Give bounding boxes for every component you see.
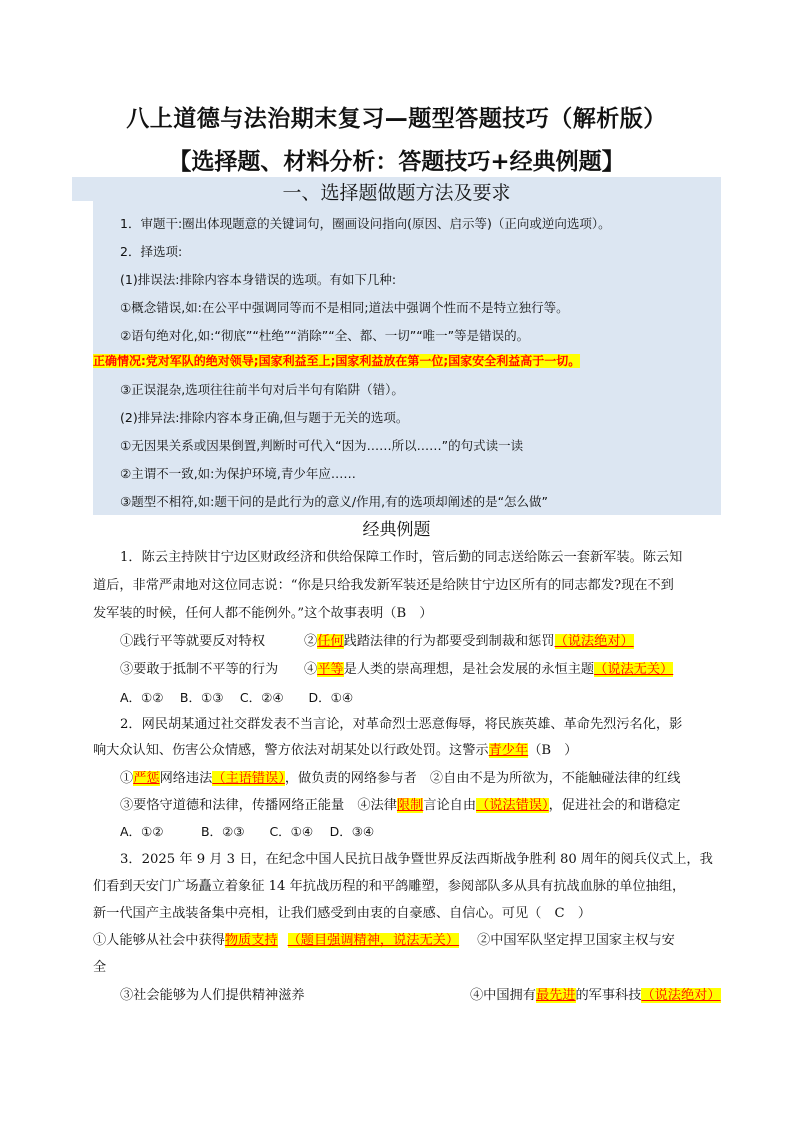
question-1-stem-line: 1．陈云主持陕甘宁边区财政经济和供给保障工作时，管后勤的同志送给陈云一套新军装。陈云知 <box>120 550 683 565</box>
question-2-options-row-2 <box>120 796 680 816</box>
section-heading: 一、选择题做题方法及要求 <box>282 182 511 204</box>
keyword-highlight: 物质支持 <box>224 933 278 948</box>
document-subtitle: 【选择题、材料分析：答题技巧+经典例题】 <box>168 149 625 175</box>
option-text: ③要恪守道德和法律，传播网络正能量 ④法律 <box>120 798 397 813</box>
question-1-option-1: ①践行平等就要反对特权 <box>120 634 266 649</box>
question-2-stem-line <box>93 741 577 761</box>
keyword-highlight: 青少年 <box>488 743 529 758</box>
analysis-note: （说法错误） <box>476 798 549 813</box>
stem-text: 响大众认知、伤害公众情感，警方依法对胡某处以行政处罚。这警示 <box>93 743 489 758</box>
keyword-highlight: 严惩 <box>133 771 160 786</box>
analysis-note: （说法绝对） <box>641 988 721 1003</box>
option-marker: ④ <box>304 662 318 677</box>
option-text: 是人类的崇高理想，是社会发展的永恒主题 <box>343 662 595 677</box>
keyword-highlight: 限制 <box>396 798 424 813</box>
tip-line: ②语句绝对化,如:“彻底”“杜绝”“消除”“全、都、一切”“唯一”等是错误的。 <box>120 328 530 343</box>
option-text: 践踏法律的行为都要受到制裁和惩罚 <box>343 634 555 649</box>
question-3-options-row-1 <box>93 931 675 951</box>
option-text: 言论自由 <box>423 798 477 813</box>
tip-line: ③题型不相符,如:题干问的是此行为的意义/作用,有的选项却阐述的是“怎么做” <box>120 494 549 509</box>
option-text: ，做负责的网络参与者 ②自由不是为所欲为，不能触碰法律的红线 <box>284 771 681 786</box>
question-1-stem-line: 发军装的时候，任何人都不能例外。”这个故事表明（B ） <box>93 606 433 621</box>
tip-line: ③正误混杂,选项往往前半句对后半句有陷阱（错）。 <box>120 382 404 397</box>
option-text: ②中国军队坚定捍卫国家主权与安 <box>477 933 675 948</box>
option-marker: ④中国拥有 <box>470 988 536 1003</box>
examples-heading: 经典例题 <box>362 520 431 540</box>
option-marker: ① <box>120 771 134 786</box>
question-1-option-4 <box>304 660 673 680</box>
question-2-stem-line: 2．网民胡某通过社交群发表不当言论，对革命烈士恶意侮辱，将民族英雄、革命先烈污名化，影 <box>120 717 683 732</box>
question-3-stem-line: 3．2025 年 9 月 3 日，在纪念中国人民抗日战争暨世界反法西斯战争胜利 80 周年的阅兵仪式上，我 <box>120 852 713 867</box>
correct-cases-line <box>93 352 580 369</box>
option-text: ①人能够从社会中获得 <box>93 933 225 948</box>
question-1-stem-line: 道后，非常严肃地对这位同志说：“你是只给我发新军装还是给陕甘宁边区所有的同志都发?现在不到 <box>93 578 674 593</box>
tip-line: ①概念错误,如:在公平中强调同等而不是相同;道法中强调个性而不是特立独行等。 <box>120 300 569 315</box>
keyword-highlight: 最先进 <box>535 988 576 1003</box>
question-3-option-2-continued: 全 <box>93 960 107 975</box>
tip-line: 1．审题干:圈出体现题意的关键词句，圈画设问指向(原因、启示等)（正向或逆向选项）。 <box>120 216 611 231</box>
analysis-note: （题目强调精神，说法无关） <box>287 933 460 948</box>
question-3-stem-line: 们看到天安门广场矗立着象征 14 年抗战历程的和平鸽雕塑，参阅部队多从具有抗战血脉的单位抽组， <box>93 879 686 894</box>
option-marker: ② <box>304 634 318 649</box>
question-1-option-3: ③要敢于抵制不平等的行为 <box>120 662 279 677</box>
tip-line: ①无因果关系或因果倒置,判断时可代入“因为……所以……”的句式读一读 <box>120 438 524 453</box>
question-3-stem-line: 新一代国产主战装备集中亮相，让我们感受到由衷的自豪感、自信心。可见（ C ） <box>93 906 592 921</box>
tip-line: (2)排异法:排除内容本身正确,但与题于无关的选项。 <box>120 410 409 425</box>
correct-cases-text: 正确情况:党对军队的绝对领导;国家利益至上;国家利益放在第一位;国家安全利益高于一切。 <box>93 354 581 368</box>
analysis-note: （主语错误） <box>212 771 285 786</box>
option-text: 网络违法 <box>159 771 213 786</box>
option-text: ，促进社会的和谐稳定 <box>548 798 681 813</box>
question-3-option-4 <box>470 986 721 1006</box>
question-2-choices: A．①② B．②③ C．①④ D．③④ <box>120 824 375 839</box>
question-1-choices: A．①② B．①③ C．②④ D．①④ <box>120 690 354 705</box>
option-text: 的军事科技 <box>575 988 642 1003</box>
question-3-option-3: ③社会能够为人们提供精神滋养 <box>120 988 305 1003</box>
keyword-highlight: 任何 <box>317 634 344 649</box>
analysis-note: （说法绝对） <box>554 634 634 649</box>
question-1-option-2 <box>304 632 634 652</box>
answer-text: （B ） <box>528 743 578 758</box>
tip-line: 2．择选项: <box>120 244 183 259</box>
document-title: 八上道德与法治期末复习—题型答题技巧（解析版） <box>126 106 667 132</box>
analysis-note: （说法无关） <box>594 662 674 677</box>
keyword-highlight: 平等 <box>317 662 344 677</box>
question-2-options-row-1 <box>120 769 680 789</box>
tip-line: ②主谓不一致,如:为保护环境,青少年应…… <box>120 466 356 481</box>
tip-line: (1)排误法:排除内容本身错误的选项。有如下几种: <box>120 272 397 287</box>
